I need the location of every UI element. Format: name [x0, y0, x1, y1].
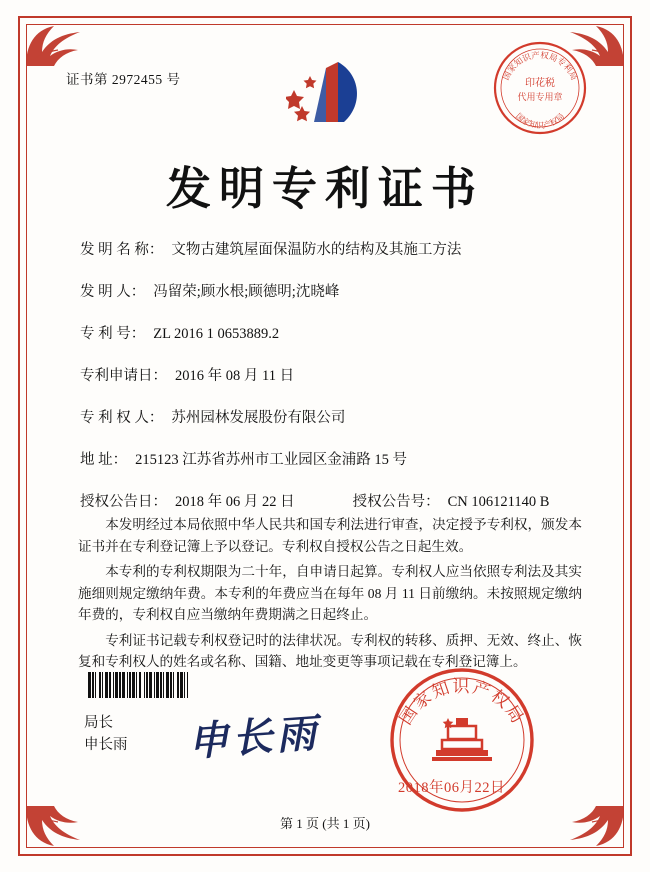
- barcode: [88, 672, 252, 698]
- svg-text:国家知识产权局专利局: 国家知识产权局专利局: [501, 50, 579, 82]
- page-title: 发明专利证书: [165, 164, 484, 214]
- field-value: 文物古建筑屋面保温防水的结构及其施工方法: [171, 242, 462, 258]
- body-text: [78, 514, 582, 677]
- field-row-application-date: [80, 364, 580, 385]
- paragraph-3: 专利证书记载专利权登记时的法律状况。专利权的转移、质押、无效、终止、恢复和专利权人的姓名或名称、国籍、地址变更等事项记载在专利登记簿上。: [78, 632, 582, 669]
- grant-number-group: [353, 490, 550, 511]
- svg-text:代用专用章: 代用专用章: [517, 92, 563, 102]
- seal-date: 2018年06月22日: [398, 780, 505, 796]
- field-row-patentee: [80, 406, 580, 427]
- director-name: 申长雨: [84, 737, 128, 753]
- field-label: 地 址：: [80, 452, 128, 468]
- field-label: 专 利 号：: [80, 326, 146, 342]
- certificate-number: 证书第 2972455 号: [66, 72, 181, 87]
- director-label: 局长: [84, 715, 113, 731]
- field-value: 215123 江苏省苏州市工业园区金浦路 15 号: [135, 452, 407, 468]
- field-label: 专 利 权 人：: [80, 410, 164, 426]
- field-row-patent-number: [80, 322, 580, 343]
- field-label: 发 明 人：: [80, 284, 146, 300]
- grant-number-value: CN 106121140 B: [447, 494, 550, 510]
- paragraph-2: 本专利的专利权期限为二十年，自申请日起算。专利权人应当依照专利法及其实施细则规定缴纳年费。本专利的年费应当在每年 08 月 11 日前缴纳。未按照规定缴纳年费的，专利权自应当缴纳年费期满之日起终止。: [78, 564, 582, 622]
- field-list: [80, 238, 580, 532]
- paragraph-1: 本发明经过本局依照中华人民共和国专利法进行审查，决定授予专利权，颁发本证书并在专利登记簿上予以登记。专利权自授权公告之日起生效。: [78, 517, 582, 554]
- field-value: 2016 年 08 月 11 日: [175, 368, 295, 384]
- field-label: 发 明 名 称：: [80, 242, 164, 258]
- barcode-bar: [188, 672, 190, 698]
- svg-text:国家知识产权局: 国家知识产权局: [395, 677, 529, 729]
- field-label: 专利申请日：: [80, 368, 167, 384]
- field-value: 冯留荣;顾水根;顾德明;沈晓峰: [153, 284, 340, 300]
- field-row-inventors: [80, 280, 580, 301]
- signature-block: [84, 712, 128, 756]
- field-value: 苏州园林发展股份有限公司: [171, 410, 346, 426]
- field-row-grant: [80, 490, 580, 511]
- field-row-invention-name: [80, 238, 580, 259]
- grant-date-label: 授权公告日：: [80, 494, 167, 510]
- grant-number-label: 授权公告号：: [352, 494, 440, 510]
- svg-text:国家知识产权局: 国家知识产权局: [513, 111, 567, 130]
- svg-text:印花税: 印花税: [525, 78, 555, 89]
- cnipa-logo-icon: [286, 60, 372, 136]
- page-footer: 第 1 页 (共 1 页): [280, 816, 370, 831]
- field-row-address: [80, 448, 580, 469]
- field-value: ZL 2016 1 0653889.2: [153, 326, 280, 342]
- grant-date-value: 2018 年 06 月 22 日: [175, 494, 295, 510]
- handwritten-signature: 申长雨: [186, 709, 322, 766]
- tax-stamp-seal: [492, 40, 588, 136]
- corner-ornament-icon: [24, 22, 82, 68]
